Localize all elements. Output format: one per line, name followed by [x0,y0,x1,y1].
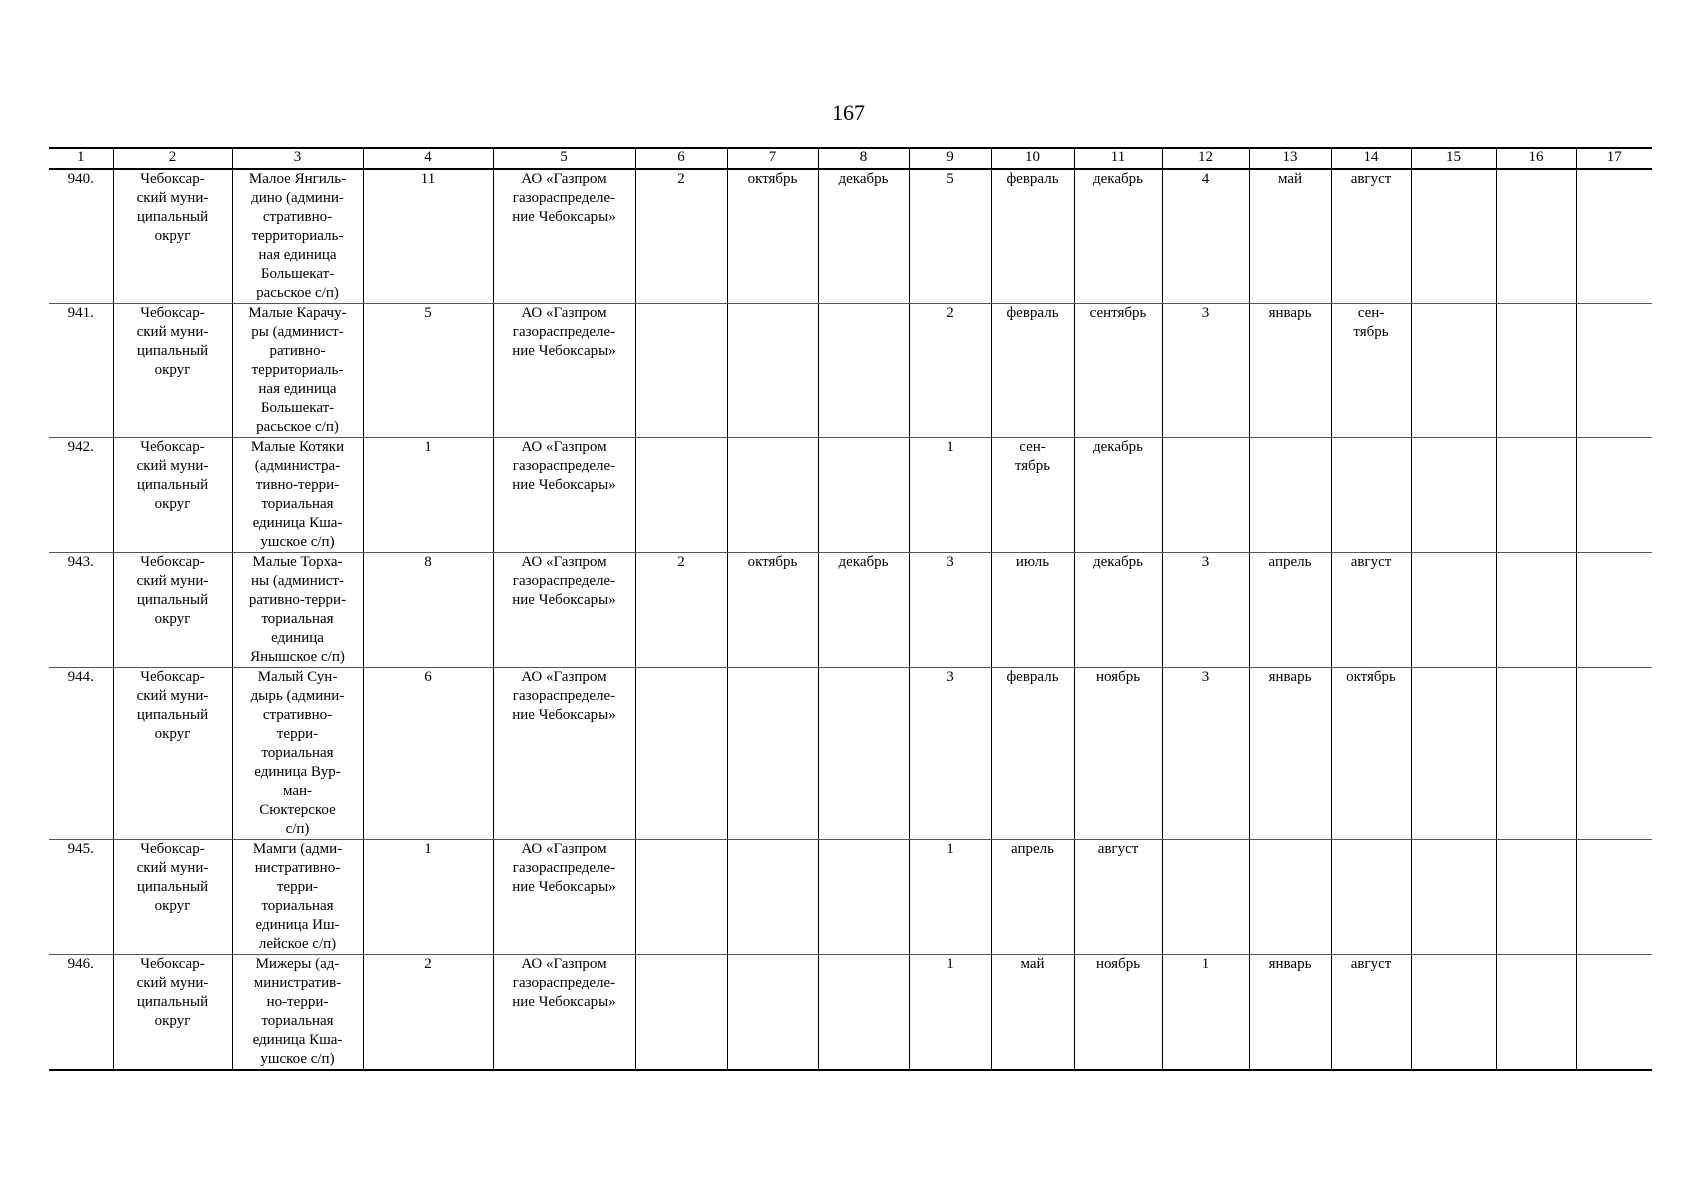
col11-month: август [1074,840,1162,955]
row-number: 944. [49,668,113,840]
cell-line: ние Чебоксары» [512,994,616,1010]
district-cell [113,553,232,668]
cell-line: Янышское с/п) [250,649,345,665]
count-cell: 8 [363,553,493,668]
row-number: 941. [49,304,113,438]
col17-cell [1576,955,1652,1071]
settlement-cell [232,438,363,553]
settlement-cell [232,840,363,955]
count-cell: 11 [363,169,493,304]
col14-month: август [1331,169,1411,304]
cell-line: стративно- [262,209,333,225]
col9-count: 2 [909,304,991,438]
row-number: 943. [49,553,113,668]
cell-line: Большекат- [260,400,335,416]
column-number-1: 1 [49,148,113,169]
table-row [49,169,1652,304]
col16-cell [1496,438,1576,553]
column-number-12: 12 [1162,148,1249,169]
cell-line: ципальный [136,343,209,359]
cell-line: ториальная [261,745,334,761]
column-number-10: 10 [991,148,1074,169]
col13-month: январь [1249,955,1331,1071]
col13-month: январь [1249,668,1331,840]
col17-cell [1576,169,1652,304]
col10-month: февраль [991,668,1074,840]
cell-line: Малые Торха- [252,554,343,570]
col11-month: сентябрь [1074,304,1162,438]
cell-line: округ [154,611,191,627]
col9-count: 5 [909,169,991,304]
column-number-5: 5 [493,148,635,169]
cell-line: стративно- [262,707,333,723]
cell-line: ский муни- [136,688,209,704]
col7-month [727,438,818,553]
cell-line: единица Кша- [252,515,343,531]
col15-cell [1411,304,1496,438]
col8-month [818,438,909,553]
cell-line: газораспределе- [512,458,616,474]
cell-line: (администра- [254,458,341,474]
col13-month [1249,438,1331,553]
cell-line: ский муни- [136,458,209,474]
cell-line: ториальная [261,898,334,914]
cell-line: ториальная [261,496,334,512]
settlement-cell [232,553,363,668]
col11-month: декабрь [1074,169,1162,304]
cell-line: ние Чебоксары» [512,209,616,225]
col17-cell [1576,840,1652,955]
cell-line: АО «Газпром [521,554,607,570]
col8-month: декабрь [818,553,909,668]
col7-month [727,955,818,1071]
col10-month [991,438,1074,553]
page-number: 167 [832,100,865,125]
cell-line: АО «Газпром [521,956,607,972]
cell-line: газораспределе- [512,975,616,991]
column-number-16: 16 [1496,148,1576,169]
cell-line: министратив- [253,975,342,991]
col8-month [818,840,909,955]
cell-line: ние Чебоксары» [512,592,616,608]
col14-month [1331,304,1411,438]
cell-line: ны (админист- [251,573,344,589]
col16-cell [1496,304,1576,438]
col10-month: февраль [991,304,1074,438]
cell-line: ципальный [136,994,209,1010]
col10-month: апрель [991,840,1074,955]
cell-line: Мижеры (ад- [255,956,340,972]
col12-count [1162,438,1249,553]
row-number: 942. [49,438,113,553]
column-number-row [49,148,1652,169]
col12-count [1162,840,1249,955]
cell-line: дино (админи- [251,190,344,206]
cell-line: газораспределе- [512,324,616,340]
cell-line: ский муни- [136,190,209,206]
organization-cell [493,438,635,553]
col11-month: ноябрь [1074,668,1162,840]
cell-line: Малые Карачу- [248,305,347,321]
cell-line: ский муни- [136,324,209,340]
cell-line: округ [154,1013,191,1029]
cell-line: ский муни- [136,860,209,876]
district-cell [113,304,232,438]
cell-line: ципальный [136,879,209,895]
organization-cell [493,169,635,304]
col7-month: октябрь [727,553,818,668]
column-number-8: 8 [818,148,909,169]
cell-line: АО «Газпром [521,841,607,857]
cell-line: ры (админист- [251,324,344,340]
cell-line: единица Кша- [252,1032,343,1048]
cell-line: Большекат- [260,266,335,282]
col8-month [818,955,909,1071]
column-number-17: 17 [1576,148,1652,169]
cell-line: сен- [1019,439,1046,455]
district-cell [113,668,232,840]
cell-line: ципальный [136,209,209,225]
row-number: 946. [49,955,113,1071]
col12-count: 3 [1162,304,1249,438]
col15-cell [1411,438,1496,553]
organization-cell [493,553,635,668]
cell-line: ние Чебоксары» [512,343,616,359]
cell-line: округ [154,726,191,742]
cell-line: тябрь [1014,458,1051,474]
col6-count: 2 [635,169,727,304]
cell-line: терри- [276,879,319,895]
column-number-9: 9 [909,148,991,169]
cell-line: нистративно- [254,860,341,876]
col17-cell [1576,553,1652,668]
col16-cell [1496,169,1576,304]
col17-cell [1576,438,1652,553]
col14-month: октябрь [1331,668,1411,840]
cell-line: Чебоксар- [140,956,205,972]
col14-month [1331,840,1411,955]
cell-line: газораспределе- [512,860,616,876]
col15-cell [1411,840,1496,955]
col15-cell [1411,668,1496,840]
cell-line: ципальный [136,592,209,608]
col11-month: декабрь [1074,438,1162,553]
district-cell [113,438,232,553]
cell-line: ский муни- [136,573,209,589]
cell-line: единица Вур- [254,764,341,780]
cell-line: единица Иш- [255,917,340,933]
col6-count [635,668,727,840]
col12-count: 1 [1162,955,1249,1071]
col9-count: 3 [909,668,991,840]
column-number-7: 7 [727,148,818,169]
cell-line: ние Чебоксары» [512,477,616,493]
cell-line: АО «Газпром [521,305,607,321]
cell-line: Малое Янгиль- [248,171,347,187]
col12-count: 3 [1162,553,1249,668]
column-number-3: 3 [232,148,363,169]
settlement-cell [232,955,363,1071]
cell-line: газораспределе- [512,573,616,589]
organization-cell [493,304,635,438]
col10-month: февраль [991,169,1074,304]
col15-cell [1411,955,1496,1071]
table-row [49,668,1652,840]
col15-cell [1411,553,1496,668]
cell-line: Чебоксар- [140,669,205,685]
cell-line: тябрь [1353,324,1389,340]
district-cell [113,955,232,1071]
cell-line: газораспределе- [512,190,616,206]
col17-cell [1576,668,1652,840]
cell-line: АО «Газпром [521,669,607,685]
table-row [49,438,1652,553]
col14-month: август [1331,955,1411,1071]
cell-line: ная единица [258,247,337,263]
col8-month: декабрь [818,169,909,304]
cell-line: Чебоксар- [140,841,205,857]
col6-count [635,955,727,1071]
cell-line: ципальный [136,477,209,493]
organization-cell [493,840,635,955]
cell-line: с/п) [285,821,310,837]
col7-month: октябрь [727,169,818,304]
cell-line: ципальный [136,707,209,723]
col11-month: декабрь [1074,553,1162,668]
col16-cell [1496,553,1576,668]
cell-line: Мамги (адми- [252,841,343,857]
col6-count [635,304,727,438]
column-number-2: 2 [113,148,232,169]
schedule-table [49,147,1652,1071]
cell-line: газораспределе- [512,688,616,704]
cell-line: ние Чебоксары» [512,879,616,895]
count-cell: 2 [363,955,493,1071]
settlement-cell [232,169,363,304]
col13-month: апрель [1249,553,1331,668]
cell-line: ский муни- [136,975,209,991]
table-body [49,169,1652,1070]
cell-line: ушское с/п) [260,534,335,550]
col9-count: 1 [909,840,991,955]
cell-line: Сюктерское [259,802,336,818]
cell-line: Малый Сун- [257,669,338,685]
cell-line: терри- [276,726,319,742]
col6-count [635,840,727,955]
cell-line: расьское с/п) [256,285,339,301]
cell-line: ративно-терри- [248,592,347,608]
col15-cell [1411,169,1496,304]
cell-line: АО «Газпром [521,439,607,455]
col11-month: ноябрь [1074,955,1162,1071]
col10-month: май [991,955,1074,1071]
col14-month: август [1331,553,1411,668]
table-row [49,304,1652,438]
col9-count: 1 [909,955,991,1071]
cell-line: ушское с/п) [260,1051,335,1067]
cell-line: ние Чебоксары» [512,707,616,723]
cell-line: лейское с/п) [258,936,337,952]
col16-cell [1496,668,1576,840]
col7-month [727,840,818,955]
settlement-cell [232,304,363,438]
table-row [49,955,1652,1071]
district-cell [113,840,232,955]
column-number-11: 11 [1074,148,1162,169]
cell-line: ная единица [258,381,337,397]
column-number-13: 13 [1249,148,1331,169]
col14-month [1331,438,1411,553]
table-row [49,553,1652,668]
organization-cell [493,668,635,840]
count-cell: 5 [363,304,493,438]
cell-line: округ [154,362,191,378]
col12-count: 4 [1162,169,1249,304]
cell-line: единица [271,630,324,646]
cell-line: Чебоксар- [140,305,205,321]
col9-count: 3 [909,553,991,668]
cell-line: округ [154,228,191,244]
col16-cell [1496,955,1576,1071]
col16-cell [1496,840,1576,955]
col8-month [818,668,909,840]
row-number: 945. [49,840,113,955]
cell-line: ман- [282,783,313,799]
col7-month [727,304,818,438]
column-number-15: 15 [1411,148,1496,169]
cell-line: Чебоксар- [140,171,205,187]
cell-line: расьское с/п) [256,419,339,435]
col6-count: 2 [635,553,727,668]
col17-cell [1576,304,1652,438]
table-row [49,840,1652,955]
column-number-6: 6 [635,148,727,169]
cell-line: округ [154,496,191,512]
cell-line: Малые Котяки [250,439,345,455]
cell-line: территориаль- [251,362,344,378]
cell-line: тивно-терри- [255,477,340,493]
district-cell [113,169,232,304]
cell-line: но-терри- [266,994,329,1010]
organization-cell [493,955,635,1071]
col13-month: май [1249,169,1331,304]
col8-month [818,304,909,438]
col9-count: 1 [909,438,991,553]
column-number-4: 4 [363,148,493,169]
count-cell: 6 [363,668,493,840]
col13-month: январь [1249,304,1331,438]
cell-line: ториальная [261,611,334,627]
cell-line: сен- [1357,305,1385,321]
count-cell: 1 [363,840,493,955]
col12-count: 3 [1162,668,1249,840]
column-number-14: 14 [1331,148,1411,169]
cell-line: ториальная [261,1013,334,1029]
cell-line: дырь (админи- [250,688,345,704]
row-number: 940. [49,169,113,304]
col6-count [635,438,727,553]
cell-line: Чебоксар- [140,439,205,455]
cell-line: территориаль- [251,228,344,244]
cell-line: Чебоксар- [140,554,205,570]
count-cell: 1 [363,438,493,553]
cell-line: округ [154,898,191,914]
col7-month [727,668,818,840]
cell-line: АО «Газпром [521,171,607,187]
cell-line: ративно- [269,343,326,359]
col13-month [1249,840,1331,955]
col10-month: июль [991,553,1074,668]
settlement-cell [232,668,363,840]
